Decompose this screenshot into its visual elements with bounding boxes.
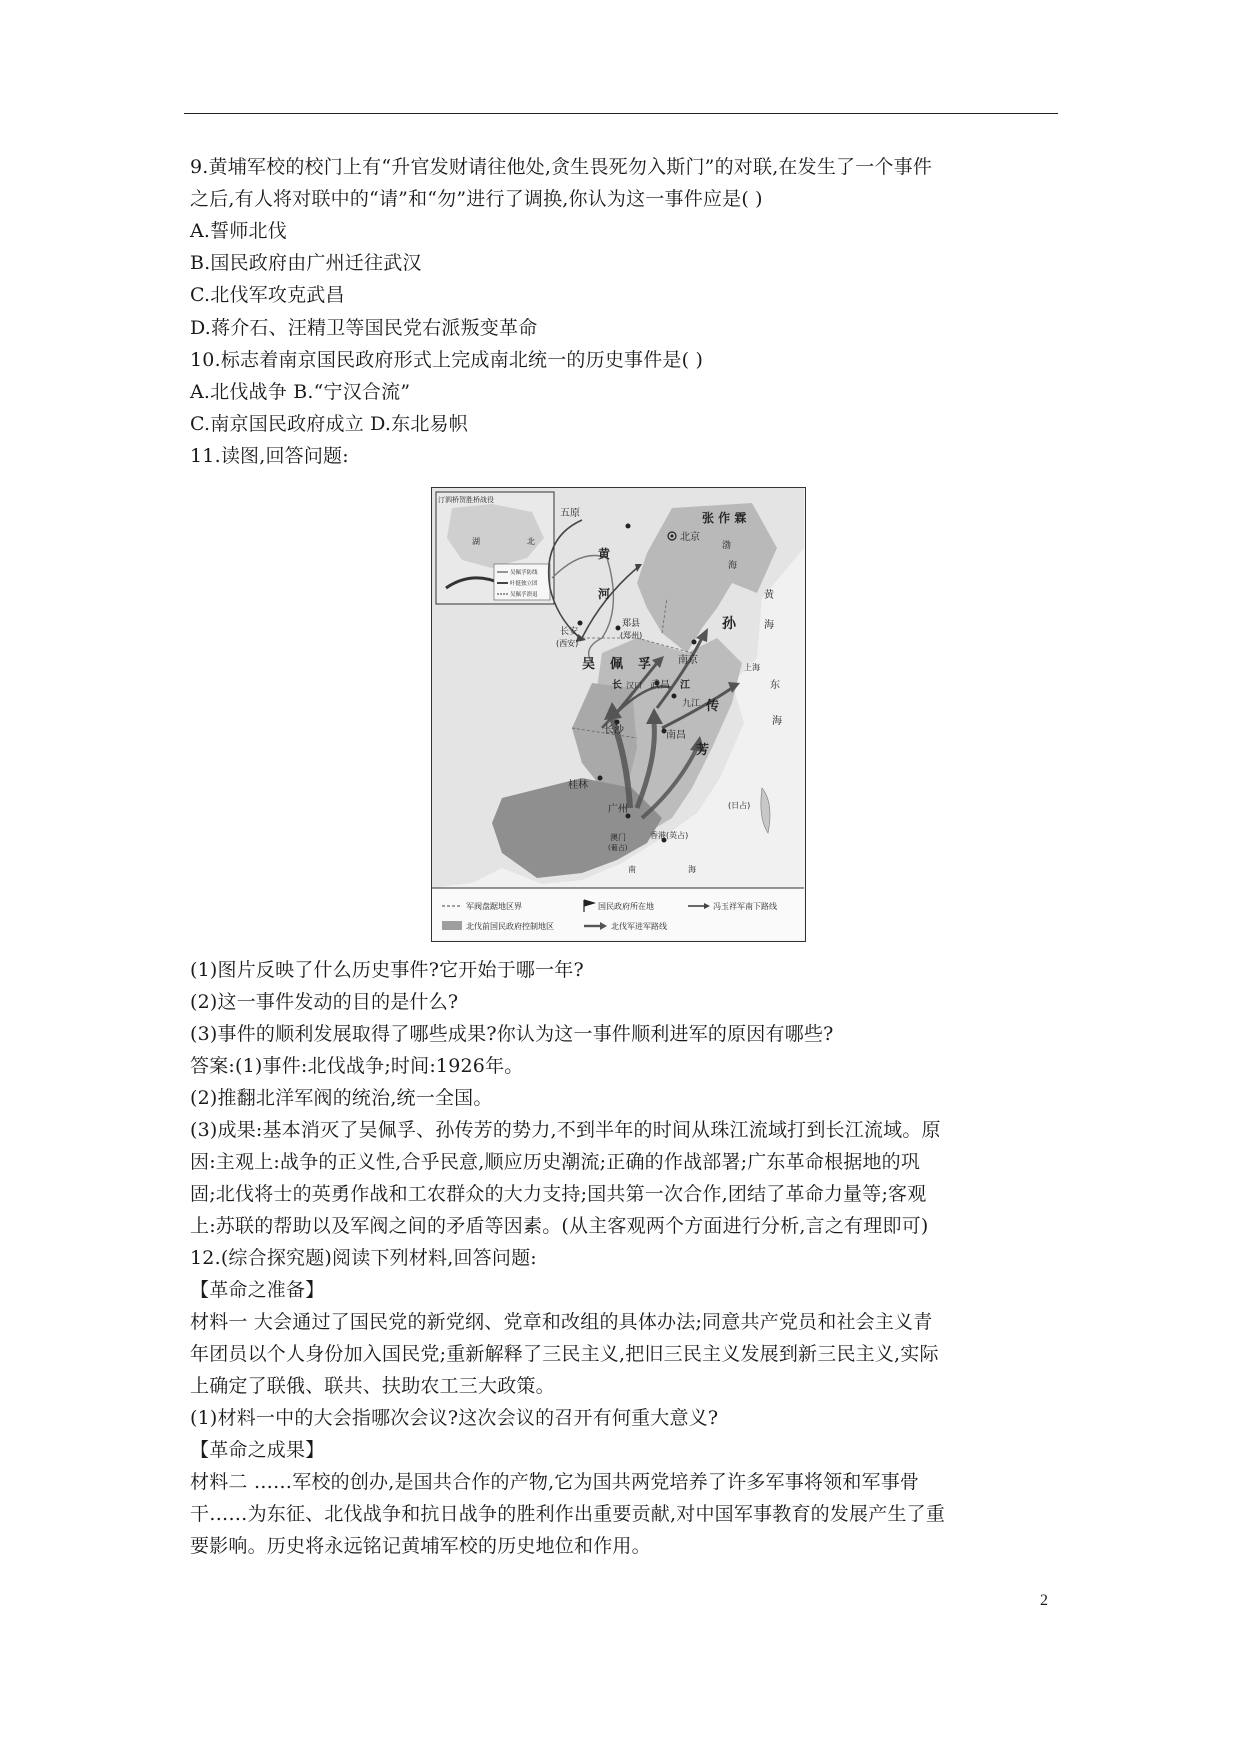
q10-options-cd: C.南京国民政府成立 D.东北易帜	[190, 413, 468, 435]
label-zhangzuolin: 张 作 霖	[702, 511, 747, 525]
label-wuyuan: 五原	[560, 508, 580, 519]
label-pei: 佩	[610, 657, 624, 672]
label-nanhai-nan: 南	[628, 865, 636, 874]
legend-warlord-boundary: 军阀盘踞地区界	[466, 902, 522, 911]
label-zhengzhou: (郑州)	[620, 631, 643, 640]
label-bohai-hai: 海	[728, 561, 738, 571]
label-he: 河	[598, 587, 611, 601]
label-donghai-1: 东	[770, 680, 780, 691]
q11-sub-2: (2)这一事件发动的目的是什么?	[190, 991, 459, 1013]
material-1-line-2: 年团员以个人身份加入国民党;重新解释了三民主义,把旧三民主义发展到新三民主义,实际	[190, 1343, 939, 1365]
q10-stem: 10.标志着南京国民政府形式上完成南北统一的历史事件是( )	[190, 349, 704, 371]
label-huang: 黄	[598, 547, 611, 561]
label-fang: 芳	[696, 743, 710, 758]
header-rule	[184, 113, 1058, 114]
material-1-line-1: 材料一 大会通过了国民党的新党纲、党章和改组的具体办法;同意共产党员和社会主义青	[190, 1311, 933, 1333]
q9-line-2: 之后,有人将对联中的“请”和“勿”进行了调换,你认为这一事件应是( )	[190, 188, 763, 210]
inset-legend-defense: 吴佩孚防线	[510, 570, 538, 576]
label-nanchang: 南昌	[666, 730, 686, 741]
legend-expedition-route: 北伐军进军路线	[611, 922, 667, 931]
q11-sub-1: (1)图片反映了什么历史事件?它开始于哪一年?	[190, 959, 584, 981]
material-2-line-1: 材料二 ……军校的创办,是国共合作的产物,它为国共两党培养了许多军事将领和军事骨	[190, 1471, 920, 1493]
label-jiujiang: 九江	[682, 699, 701, 709]
material-2-line-2: 干……为东征、北伐战争和抗日战争的胜利作出重要贡献,对中国军事教育的发展产生了重	[190, 1503, 946, 1525]
label-chang: 长	[612, 680, 622, 691]
q10-options-ab: A.北伐战争 B.“宁汉合流”	[190, 381, 411, 403]
label-jiang: 江	[680, 680, 690, 691]
q11-sub-3: (3)事件的顺利发展取得了哪些成果?你认为这一事件顺利进军的原因有哪些?	[190, 1023, 834, 1045]
label-nanhai-hai: 海	[688, 865, 696, 874]
label-guilin: 桂林	[568, 780, 588, 791]
q9-option-c: C.北伐军攻克武昌	[190, 284, 345, 306]
q11-answer-3-line-2: 因:主观上:战争的正义性,合乎民意,顺应历史潮流;正确的作战部署;广东革命根据地的巩	[190, 1151, 921, 1173]
label-huanghai-2: 海	[764, 620, 774, 631]
page-number: 2	[1040, 1592, 1048, 1609]
label-nanjing: 南京	[678, 655, 698, 666]
material-1-line-3: 上确定了联俄、联共、扶助农工三大政策。	[190, 1375, 555, 1397]
inset-label-hu: 湖	[472, 537, 480, 546]
legend-controlled-area: 北伐前国民政府控制地区	[466, 922, 554, 931]
label-xianggang: 香港(英占)	[650, 831, 689, 840]
q9-option-a: A.誓师北伐	[190, 220, 287, 242]
label-sun: 孙	[722, 616, 736, 632]
label-chuan: 传	[706, 699, 720, 714]
label-huanghai-1: 黄	[764, 590, 774, 601]
label-guangzhou: 广州	[608, 804, 628, 815]
q9-option-d: D.蒋介石、汪精卫等国民党右派叛变革命	[190, 317, 538, 339]
inset-title: 汀泗桥贺胜桥战役	[438, 496, 494, 504]
label-shanghai: 上海	[744, 663, 760, 672]
label-bohai: 渤	[722, 541, 732, 551]
label-donghai-2: 海	[772, 716, 782, 727]
q9-line-1: 9.黄埔军校的校门上有“升官发财请往他处,贪生畏死勿入斯门”的对联,在发生了一个事件	[190, 156, 933, 178]
legend-feng-route: 冯玉祥军南下路线	[713, 902, 777, 911]
legend-government-seat: 国民政府所在地	[598, 902, 654, 911]
label-fu: 孚	[638, 657, 652, 672]
label-ri: (日占)	[728, 801, 751, 810]
label-aomen: 澳门	[610, 833, 626, 842]
q9-option-b: B.国民政府由广州迁往武汉	[190, 252, 422, 274]
material-2-line-3: 要影响。历史将永远铭记黄埔军校的历史地位和作用。	[190, 1535, 651, 1557]
inset-label-bei: 北	[527, 537, 535, 546]
q11-answer-3-line-3: 固;北伐将士的英勇作战和工农群众的大力支持;国共第一次合作,团结了革命力量等;客观	[190, 1183, 927, 1205]
q12-section-preparation: 【革命之准备】	[190, 1279, 325, 1301]
label-wu: 吴	[582, 657, 596, 672]
label-hankou: 汉口	[626, 681, 642, 690]
label-changan: 长安	[560, 627, 579, 637]
inset-legend-retreat: 吴佩孚溃退	[510, 592, 538, 598]
q11-answer-3-line-4: 上:苏联的帮助以及军阀之间的矛盾等因素。(从主客观两个方面进行分析,言之有理即可)	[190, 1215, 929, 1237]
q11-answer-3-line-1: (3)成果:基本消灭了吴佩孚、孙传芳的势力,不到半年的时间从珠江流域打到长江流域。原	[190, 1119, 941, 1141]
label-changsha: 长沙	[604, 725, 624, 736]
q12-sub-1: (1)材料一中的大会指哪次会议?这次会议的召开有何重大意义?	[190, 1407, 719, 1429]
northern-expedition-map	[431, 487, 806, 942]
label-xian: (西安)	[556, 639, 579, 648]
label-zhengxian: 郑县	[622, 619, 641, 629]
q11-stem: 11.读图,回答问题:	[190, 445, 349, 467]
q11-answer-1: 答案:(1)事件:北伐战争;时间:1926年。	[190, 1055, 524, 1077]
inset-legend-yeting: 叶挺独立团	[510, 581, 538, 587]
q12-stem: 12.(综合探究题)阅读下列材料,回答问题:	[190, 1247, 537, 1269]
label-beijing: 北京	[680, 532, 700, 543]
q12-section-results: 【革命之成果】	[190, 1439, 325, 1461]
q11-answer-2: (2)推翻北洋军阀的统治,统一全国。	[190, 1087, 493, 1109]
label-putao: (葡占)	[608, 844, 628, 852]
label-wuchang: 武昌	[650, 680, 670, 691]
